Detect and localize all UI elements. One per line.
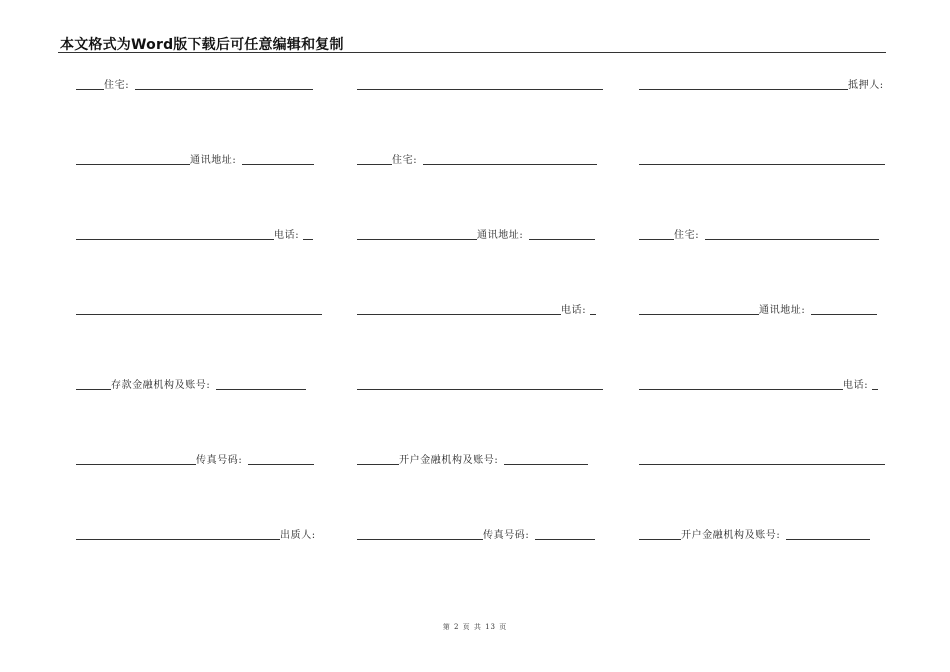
field-label: 电话: — [561, 305, 587, 316]
fill-in-line[interactable] — [357, 464, 399, 465]
form-row — [0, 453, 950, 467]
field-label: 开户金融机构及账号: — [681, 530, 781, 541]
field-left — [76, 528, 322, 542]
field-right — [639, 153, 885, 167]
fill-in-line[interactable] — [705, 239, 879, 240]
fill-in-line[interactable] — [216, 389, 306, 390]
field-middle — [357, 78, 603, 92]
fill-in-line[interactable] — [529, 239, 595, 240]
field-left — [76, 453, 322, 467]
fill-in-line[interactable] — [639, 89, 848, 90]
fill-in-line[interactable] — [357, 389, 603, 390]
fill-in-line[interactable] — [303, 239, 313, 240]
fill-in-line[interactable] — [639, 464, 885, 465]
fill-in-line[interactable] — [357, 164, 392, 165]
fill-in-line[interactable] — [76, 389, 111, 390]
field-label: 抵押人: — [848, 80, 884, 91]
field-label: 存款金融机构及账号: — [111, 380, 211, 391]
field-label: 出质人: — [280, 530, 316, 541]
fill-in-line[interactable] — [639, 389, 843, 390]
fill-in-line[interactable] — [872, 389, 878, 390]
fill-in-line[interactable] — [423, 164, 597, 165]
fill-in-line[interactable] — [76, 164, 190, 165]
field-label: 通讯地址: — [190, 155, 237, 166]
fill-in-line[interactable] — [535, 539, 595, 540]
field-right — [639, 78, 889, 92]
form-row — [0, 153, 950, 167]
fill-in-line[interactable] — [135, 89, 313, 90]
field-right — [639, 528, 885, 542]
fill-in-line[interactable] — [76, 89, 104, 90]
field-left — [76, 228, 322, 242]
fill-in-line[interactable] — [357, 314, 561, 315]
field-label: 电话: — [843, 380, 869, 391]
fill-in-line[interactable] — [76, 464, 196, 465]
field-label: 住宅: — [674, 230, 700, 241]
fill-in-line[interactable] — [76, 239, 274, 240]
field-right — [639, 453, 885, 467]
field-left — [76, 153, 322, 167]
form-row — [0, 378, 950, 392]
fill-in-line[interactable] — [357, 539, 483, 540]
field-right — [639, 228, 885, 242]
field-left — [76, 378, 322, 392]
field-middle — [357, 453, 603, 467]
fill-in-line[interactable] — [504, 464, 588, 465]
field-label: 住宅: — [392, 155, 418, 166]
fill-in-line[interactable] — [639, 164, 885, 165]
field-label: 开户金融机构及账号: — [399, 455, 499, 466]
field-left — [76, 303, 322, 317]
field-right — [639, 378, 885, 392]
fill-in-line[interactable] — [76, 314, 322, 315]
fill-in-line[interactable] — [639, 539, 681, 540]
fill-in-line[interactable] — [811, 314, 877, 315]
field-middle — [357, 153, 603, 167]
field-label: 传真号码: — [196, 455, 243, 466]
document-header-title: 本文格式为Word版下载后可任意编辑和复制 — [60, 37, 344, 53]
form-row — [0, 303, 950, 317]
field-label: 通讯地址: — [759, 305, 806, 316]
field-label: 电话: — [274, 230, 300, 241]
field-label: 传真号码: — [483, 530, 530, 541]
fill-in-line[interactable] — [786, 539, 870, 540]
field-middle — [357, 528, 603, 542]
fill-in-line[interactable] — [357, 89, 603, 90]
fill-in-line[interactable] — [639, 239, 674, 240]
fill-in-line[interactable] — [590, 314, 596, 315]
field-label: 通讯地址: — [477, 230, 524, 241]
form-row — [0, 78, 950, 92]
field-middle — [357, 303, 603, 317]
field-middle — [357, 378, 603, 392]
fill-in-line[interactable] — [357, 239, 477, 240]
form-row — [0, 228, 950, 242]
field-left — [76, 78, 322, 92]
fill-in-line[interactable] — [242, 164, 314, 165]
fill-in-line[interactable] — [639, 314, 759, 315]
field-label: 住宅: — [104, 80, 130, 91]
fill-in-line[interactable] — [248, 464, 314, 465]
header-divider — [58, 52, 886, 53]
form-row — [0, 528, 950, 542]
page-indicator: 第 2 页 共 13 页 — [442, 623, 508, 631]
field-right — [639, 303, 885, 317]
fill-in-line[interactable] — [76, 539, 280, 540]
field-middle — [357, 228, 603, 242]
